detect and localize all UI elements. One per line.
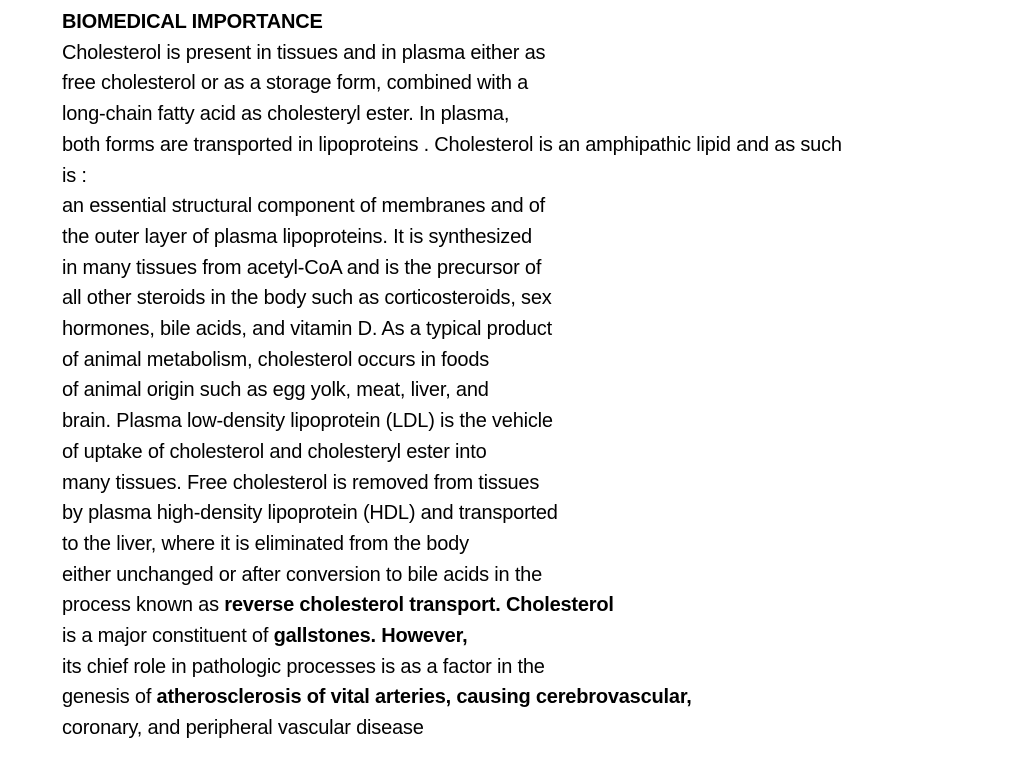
paragraph-line: in many tissues from acetyl-CoA and is the precursor of [62, 256, 542, 279]
paragraph-line: Cholesterol is present in tissues and in plasma either as [62, 41, 546, 64]
heading: BIOMEDICAL IMPORTANCE [62, 11, 323, 33]
paragraph-line: an essential structural component of membranes and of [62, 195, 546, 218]
paragraph-line: to the liver, where it is eliminated from the body [62, 532, 469, 555]
paragraph-line: of uptake of cholesterol and cholesteryl ester into [62, 440, 487, 463]
paragraph-line: genesis of atherosclerosis of vital arteries, causing cerebrovascular, [62, 686, 692, 709]
paragraph-line: is a major constituent of gallstones. However, [62, 625, 468, 648]
paragraph-line: of animal origin such as egg yolk, meat, liver, and [62, 379, 489, 402]
paragraph-line: both forms are transported in lipoproteins . Cholesterol is an amphipathic lipid and as such [62, 133, 842, 156]
paragraph-line: long-chain fatty acid as cholesteryl ester. In plasma, [62, 103, 510, 126]
paragraph-line: its chief role in pathologic processes is as a factor in the [62, 655, 545, 678]
paragraph-line: brain. Plasma low-density lipoprotein (LDL) is the vehicle [62, 410, 553, 433]
paragraph-line: coronary, and peripheral vascular disease [62, 717, 424, 740]
paragraph-line: all other steroids in the body such as corticosteroids, sex [62, 287, 552, 310]
paragraph-line: process known as reverse cholesterol transport. Cholesterol [62, 594, 614, 617]
paragraph-line: hormones, bile acids, and vitamin D. As a typical product [62, 318, 552, 341]
paragraph-line: of animal metabolism, cholesterol occurs in foods [62, 348, 490, 371]
paragraph-line: free cholesterol or as a storage form, combined with a [62, 72, 529, 95]
paragraph-line: many tissues. Free cholesterol is removed from tissues [62, 471, 540, 494]
bold-phrase: reverse cholesterol transport. Cholesterol [224, 594, 614, 617]
paragraph-line: is : [62, 164, 87, 187]
paragraph-line: by plasma high-density lipoprotein (HDL) and transported [62, 502, 558, 525]
paragraph-line: the outer layer of plasma lipoproteins. It is synthesized [62, 225, 532, 248]
bold-phrase: atherosclerosis of vital arteries, causing cerebrovascular, [156, 686, 692, 709]
bold-phrase: gallstones. However, [273, 625, 468, 648]
paragraph-line: either unchanged or after conversion to bile acids in the [62, 563, 543, 586]
document-body [62, 7, 1012, 744]
